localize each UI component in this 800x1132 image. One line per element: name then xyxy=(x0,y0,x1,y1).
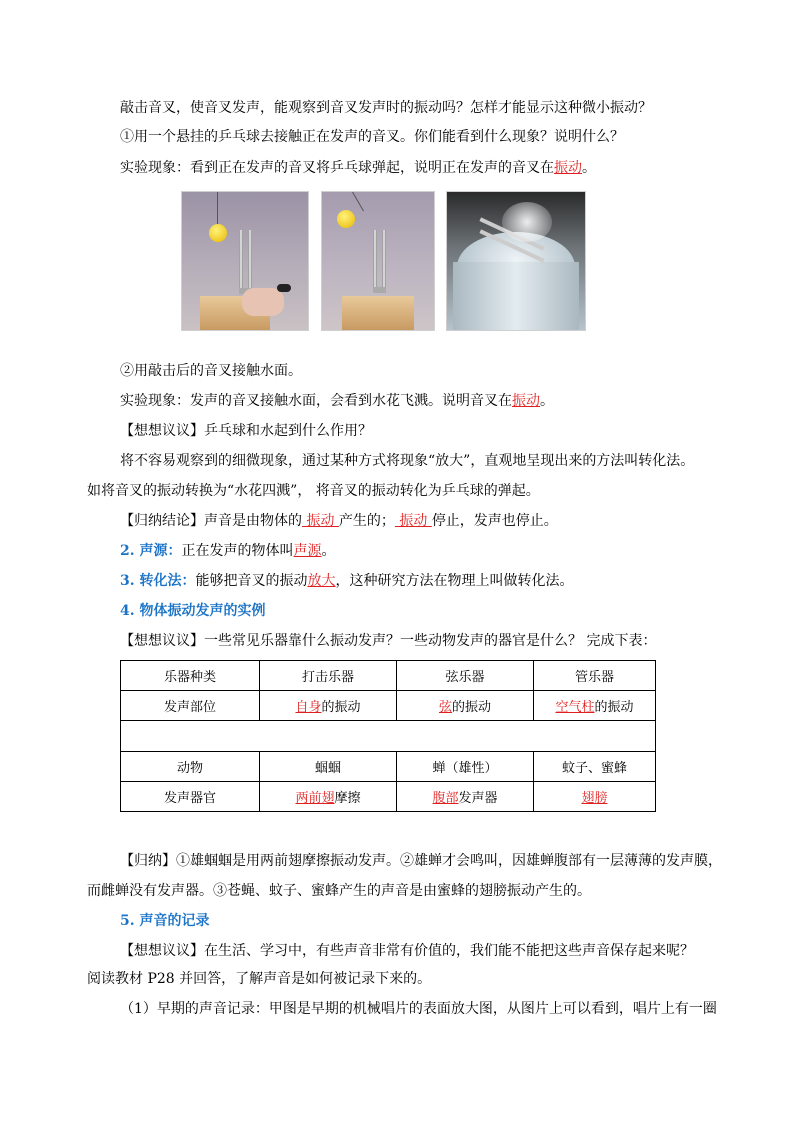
table-blank-row xyxy=(121,721,656,752)
table-cell xyxy=(534,691,656,721)
section-3-end: ，这种研究方法在物理上叫做转化法。 xyxy=(335,573,574,589)
answer-front-wings: 两前翅 xyxy=(295,791,335,806)
photo-tuning-fork-ball xyxy=(181,191,309,331)
section-2-end: 。 xyxy=(321,543,336,559)
paragraph-discussion-1: 【想想议议】乒乓球和水起到什么作用？ xyxy=(120,423,372,439)
observation-2-end: 。 xyxy=(540,393,554,409)
paragraph-summary-1: 【归纳】①雄蝈蝈是用两前翅摩擦振动发声。②雄蝉才会鸣叫，因雄蝉腹部有一层薄薄的发声膜， xyxy=(120,853,722,869)
table-row xyxy=(121,721,656,752)
table-row xyxy=(121,782,656,812)
table-cell: 蚊子、蜜蜂 xyxy=(534,752,656,782)
cell-suffix: 的振动 xyxy=(321,700,361,715)
paragraph-conclusion xyxy=(120,511,558,531)
table-row xyxy=(121,661,656,691)
cell-suffix: 摩擦 xyxy=(334,791,361,806)
section-3-text: 能够把音叉的振动 xyxy=(195,573,308,589)
answer-abdomen: 腹部 xyxy=(432,791,459,806)
cell-suffix: 的振动 xyxy=(452,700,492,715)
answer-amplify: 放大 xyxy=(307,573,336,589)
table-cell: 打击乐器 xyxy=(260,661,397,691)
answer-wings: 翅膀 xyxy=(581,791,608,806)
observation-1-text: 实验现象：看到正在发声的音叉将乒乓球弹起，说明正在发声的音叉在 xyxy=(120,160,554,176)
paragraph-step-1: ①用一个悬挂的乒乓球去接触正在发声的音叉。你们能看到什么现象？说明什么？ xyxy=(120,129,624,145)
section-sound-source xyxy=(120,541,336,561)
table-cell xyxy=(397,691,534,721)
section-2-text: 正在发声的物体叫 xyxy=(181,543,294,559)
table-cell: 发声部位 xyxy=(121,691,260,721)
section-5-heading: 5. 声音的记录 xyxy=(120,913,210,929)
section-3-heading: 3. 转化法： xyxy=(120,573,196,589)
answer-self: 自身 xyxy=(295,700,322,715)
answer-air-column: 空气柱 xyxy=(555,700,595,715)
paragraph-question: 敲击音叉，使音叉发声，能观察到音叉发声时的振动吗？怎样才能显示这种微小振动？ xyxy=(120,100,652,116)
answer-sound-source: 声源 xyxy=(293,543,322,559)
answer-vibration-1: 振动 xyxy=(554,160,582,176)
table-cell: 弦乐器 xyxy=(397,661,534,691)
paragraph-discussion-3: 【想想议议】在生活、学习中，有些声音非常有价值的，我们能不能把这些声音保存起来呢？ xyxy=(120,943,694,959)
conclusion-text: 【归纳结论】声音是由物体的 xyxy=(120,513,302,529)
section-4-heading: 4. 物体振动发声的实例 xyxy=(120,603,266,619)
answer-string: 弦 xyxy=(438,700,452,715)
paragraph-discussion-2: 【想想议议】一些常见乐器靠什么振动发声？一些动物发声的器官是什么？ 完成下表： xyxy=(120,633,657,649)
table-cell xyxy=(260,691,397,721)
conclusion-mid: 产生的； xyxy=(338,513,395,529)
cell-suffix: 的振动 xyxy=(594,700,634,715)
table-cell xyxy=(534,782,656,812)
table-cell: 乐器种类 xyxy=(121,661,260,691)
paragraph-summary-2: 而雌蝉没有发声器。③苍蝇、蚊子、蜜蜂产生的声音是由蜜蜂的翅膀振动产生的。 xyxy=(87,883,591,899)
section-conversion xyxy=(120,571,574,591)
paragraph-early-recording: （1）早期的声音记录：甲图是早期的机械唱片的表面放大图，从图片上可以看到，唱片上有一圈 xyxy=(120,1001,717,1017)
table-cell xyxy=(397,782,534,812)
table-cell: 蝈蝈 xyxy=(260,752,397,782)
table-cell: 动物 xyxy=(121,752,260,782)
answer-vibration-4: 振动 xyxy=(394,513,432,529)
table-cell: 管乐器 xyxy=(534,661,656,691)
section-2-heading: 2. 声源： xyxy=(120,543,182,559)
table-row xyxy=(121,691,656,721)
table-cell xyxy=(260,782,397,812)
paragraph-conversion-example: 如将音叉的振动转换为“水花四溅”， 将音叉的振动转化为乒乓球的弹起。 xyxy=(87,483,540,499)
photo-ball-bounced xyxy=(321,191,435,331)
cell-suffix: 发声器 xyxy=(458,791,498,806)
observation-1-end: 。 xyxy=(582,160,596,176)
paragraph-observation-1 xyxy=(120,158,596,178)
answer-vibration-2: 振动 xyxy=(512,393,540,409)
table-row xyxy=(121,752,656,782)
paragraph-conversion-method: 将不容易观察到的细微现象，通过某种方式将现象“放大”，直观地呈现出来的方法叫转化法。 xyxy=(120,453,695,469)
conclusion-end: 停止，发声也停止。 xyxy=(431,513,558,529)
photo-water-splash xyxy=(446,191,586,331)
paragraph-reading: 阅读教材 P28 并回答，了解声音是如何被记录下来的。 xyxy=(87,971,432,987)
paragraph-observation-2 xyxy=(120,391,554,411)
answer-vibration-3: 振动 xyxy=(302,513,339,529)
table-cell: 发声器官 xyxy=(121,782,260,812)
paragraph-step-2: ②用敲击后的音叉接触水面。 xyxy=(120,363,302,379)
observation-2-text: 实验现象：发声的音叉接触水面，会看到水花飞溅。说明音叉在 xyxy=(120,393,512,409)
table-cell: 蝉（雄性） xyxy=(397,752,534,782)
experiment-photos xyxy=(181,191,585,329)
sound-source-table xyxy=(120,660,656,812)
